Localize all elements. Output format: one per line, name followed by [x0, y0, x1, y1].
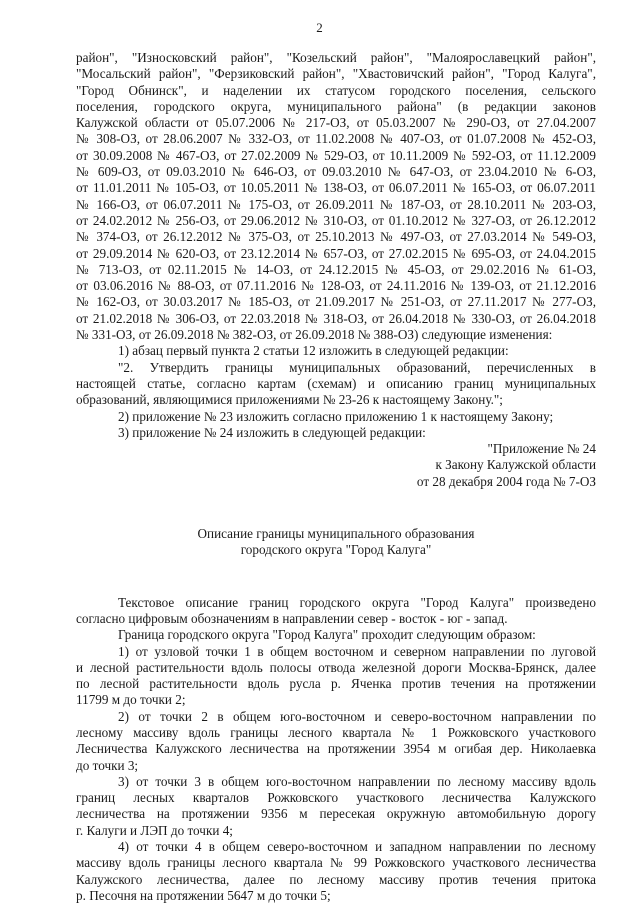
- text-line: Текстовое описание границ городского округа "Город Калуга" произведено: [118, 594, 596, 610]
- text-line: "Мосальский район", "Ферзиковский район", "Хвастовичский район", "Город Калуга",: [76, 66, 596, 82]
- appendix-ref-line: от 28 декабря 2004 года № 7-ОЗ: [416, 473, 596, 489]
- text-line: 3) от точки 3 в общем юго-восточном направлении по лесному массиву вдоль: [118, 773, 596, 789]
- text-line: 11799 м до точки 2;: [76, 692, 186, 708]
- text-line: 4) от точки 4 в общем северо-восточном и западном направлении по лесному: [118, 839, 596, 855]
- text-line: от 11.01.2011 № 105-ОЗ, от 10.05.2011 № 138-ОЗ, от 06.07.2011 № 165-ОЗ, от 06.07.2011: [76, 180, 596, 196]
- text-line: р. Песочня на протяжении 5647 м до точки 5;: [76, 887, 331, 903]
- text-line: Граница городского округа "Город Калуга" проходит следующим образом:: [118, 627, 536, 643]
- boundary-description: [76, 595, 596, 905]
- text-line: массиву вдоль границы лесного квартала № 99 Рожковского участкового лесничества: [76, 855, 596, 871]
- text-line: образований, являющимися приложениями № 23-26 к настоящему Закону.";: [76, 392, 503, 408]
- text-line: "2. Утвердить границы муниципальных образований, перечисленных в: [118, 359, 596, 375]
- text-line: настоящей статье, согласно картам (схемам) и описанию границ муниципальных: [76, 375, 596, 391]
- text-line: согласно цифровым обозначениям в направлении север - восток - юг - запад.: [76, 610, 508, 626]
- section-title-line: городского округа "Город Калуга": [240, 542, 432, 558]
- text-line: до точки 3;: [76, 757, 139, 773]
- appendix-ref-line: "Приложение № 24: [487, 441, 596, 457]
- text-line: 1) от узловой точки 1 в общем восточном и северном направлении по луговой: [118, 643, 596, 659]
- text-line: № 308-ОЗ, от 28.06.2007 № 332-ОЗ, от 11.02.2008 № 407-ОЗ, от 01.07.2008 № 452-ОЗ,: [76, 131, 596, 147]
- text-line: и лесной растительности вдоль полосы отвода железной дороги Москва-Брянск, далее: [76, 659, 596, 675]
- text-line: № 713-ОЗ, от 02.11.2015 № 14-ОЗ, от 24.12.2015 № 45-ОЗ, от 29.02.2016 № 61-ОЗ,: [76, 261, 596, 277]
- text-line: район", "Износковский район", "Козельский район", "Малоярославецкий район",: [76, 50, 596, 65]
- text-line: от 21.02.2018 № 306-ОЗ, от 22.03.2018 № 318-ОЗ, от 26.04.2018 № 330-ОЗ, от 26.04.2018: [76, 310, 596, 326]
- text-line: лесному массиву вдоль границы лесного квартала № 1 Рожковского участкового: [76, 724, 596, 740]
- text-line: границ лесных кварталов Рожковского участкового лесничества Калужского: [76, 790, 596, 806]
- amendment-paragraph: [76, 50, 596, 441]
- text-line: 2) от точки 2 в общем юго-восточном и северо-восточном направлении по: [118, 708, 596, 724]
- text-line: 1) абзац первый пункта 2 статьи 12 изложить в следующей редакции:: [118, 343, 509, 359]
- text-line: "Город Обнинск", и наделении их статусом городского поселения, сельского: [76, 82, 596, 98]
- text-line: Калужской области от 05.07.2006 № 217-ОЗ, от 05.03.2007 № 290-ОЗ, от 27.04.2007: [76, 115, 596, 131]
- text-line: 3) приложение № 24 изложить в следующей редакции:: [118, 424, 426, 440]
- text-line: № 166-ОЗ, от 06.07.2011 № 175-ОЗ, от 26.09.2011 № 187-ОЗ, от 28.10.2011 № 203-ОЗ,: [76, 196, 596, 212]
- text-line: Лесничества Калужского лесничества на протяжении 3954 м огибая дер. Николаевка: [76, 741, 596, 757]
- text-line: поселения, городского округа, муниципального района" (в редакции законов: [76, 98, 596, 114]
- text-line: Калужского лесничества, далее по лесному массиву против течения притока: [76, 871, 596, 887]
- text-line: от 30.09.2008 № 467-ОЗ, от 27.02.2009 № 529-ОЗ, от 10.11.2009 № 592-ОЗ, от 11.12.2009: [76, 147, 596, 163]
- section-title: [76, 526, 596, 559]
- text-line: 2) приложение № 23 изложить согласно приложению 1 к настоящему Закону;: [118, 408, 554, 424]
- text-line: от 29.09.2014 № 620-ОЗ, от 23.12.2014 № 657-ОЗ, от 27.02.2015 № 695-ОЗ, от 24.04.2015: [76, 245, 596, 261]
- section-title-line: Описание границы муниципального образования: [197, 526, 475, 542]
- text-line: № 609-ОЗ, от 09.03.2010 № 646-ОЗ, от 09.03.2010 № 647-ОЗ, от 23.04.2010 № 6-ОЗ,: [76, 164, 596, 180]
- text-line: по лесной растительности вдоль русла р. Яченка против течения на протяжении: [76, 676, 596, 692]
- text-line: от 03.06.2016 № 88-ОЗ, от 07.11.2016 № 128-ОЗ, от 24.11.2016 № 139-ОЗ, от 21.12.2016: [76, 278, 596, 294]
- text-line: № 374-ОЗ, от 26.12.2012 № 375-ОЗ, от 25.10.2013 № 497-ОЗ, от 27.03.2014 № 549-ОЗ,: [76, 229, 596, 245]
- text-line: лесничества на протяжении 9356 м пересекая окружную автомобильную дорогу: [76, 806, 596, 822]
- appendix-ref-line: к Закону Калужской области: [435, 457, 596, 473]
- text-line: № 162-ОЗ, от 30.03.2017 № 185-ОЗ, от 21.09.2017 № 251-ОЗ, от 27.11.2017 № 277-ОЗ,: [76, 294, 596, 310]
- document-body: [76, 50, 596, 904]
- page-number: 2: [316, 20, 323, 35]
- text-line: г. Калуги и ЛЭП до точки 4;: [76, 822, 233, 838]
- text-line: от 24.02.2012 № 256-ОЗ, от 29.06.2012 № 310-ОЗ, от 01.10.2012 № 327-ОЗ, от 26.12.2012: [76, 212, 596, 228]
- text-line: № 331-ОЗ, от 26.09.2018 № 382-ОЗ, от 26.09.2018 № 388-ОЗ) следующие изменения:: [76, 327, 553, 343]
- appendix-reference: [76, 441, 596, 490]
